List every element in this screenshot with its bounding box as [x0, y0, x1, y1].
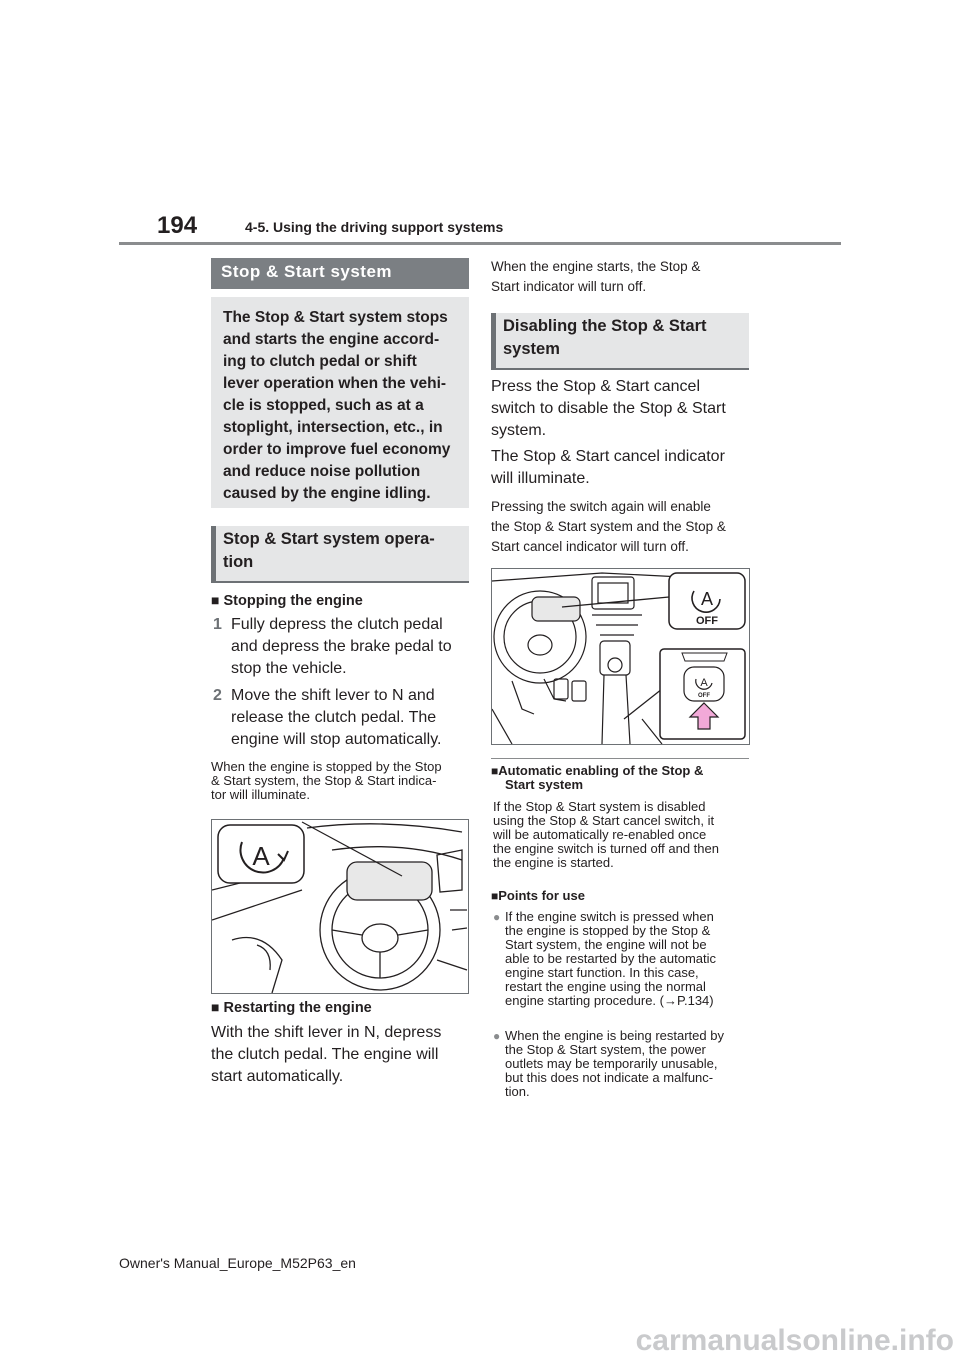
summary-line: and reduce noise pollution — [223, 463, 421, 480]
summary-line: order to improve fuel economy — [223, 441, 451, 458]
square-bullet-icon: ■ — [491, 764, 499, 778]
switch-letter: A — [700, 677, 708, 689]
auto-enable-heading: ■Automatic enabling of the Stop & Start system — [491, 763, 704, 792]
restarting-heading: ■ Restarting the engine — [211, 999, 372, 1016]
cockpit-illustration — [492, 569, 749, 744]
circle-bullet-icon: ● — [493, 1029, 501, 1043]
step-number: 1 — [213, 616, 222, 633]
point-2: ● When the engine is being restarted by the Stop & Start system, the power outlets may be temporarily unusable, but this does not indicate a malfunc- tion. — [493, 1028, 724, 1099]
callout-letter: A — [252, 841, 270, 871]
square-bullet-icon: ■ — [491, 889, 499, 903]
callout-top-letter: A — [700, 589, 714, 609]
restart-paragraph: With the shift lever in N, depress the clutch pedal. The engine will start automatically. — [211, 1024, 442, 1085]
enable-note: Pressing the switch again will enable the Stop & Start system and the Stop & Start cancel indicator will turn off. — [491, 499, 726, 554]
callout-top-off: OFF — [696, 615, 718, 627]
square-bullet-icon: ■ — [211, 999, 220, 1015]
watermark[interactable]: carmanualsonline.info — [635, 1324, 954, 1357]
page-number: 194 — [157, 212, 198, 239]
subsection-title-disabling: Disabling the Stop & Start system — [491, 313, 749, 368]
summary-line: and starts the engine accord- — [223, 331, 440, 348]
disable-paragraph: Press the Stop & Start cancel switch to disable the Stop & Start system. — [491, 378, 726, 439]
stop-note: When the engine is stopped by the Stop & Start system, the Stop & Start indica- tor will illuminate. — [211, 759, 442, 802]
point-1: ● If the engine switch is pressed when the engine is stopped by the Stop & Start system, the engine will not be able to be restarted by the automatic engine start function. In this case, restart the engine using the normal engine starting procedure. (→P.134) — [493, 910, 755, 1008]
summary-line: The Stop & Start system stops — [223, 309, 448, 326]
instrument-cluster — [347, 862, 432, 900]
intro-paragraph: When the engine starts, the Stop & Start indicator will turn off. — [491, 259, 701, 294]
dash-line — [492, 573, 682, 581]
figure-cancel-switch — [491, 568, 750, 745]
subsection-title-operation: Stop & Start system opera- tion — [211, 526, 469, 581]
summary-box — [211, 297, 469, 508]
square-bullet-icon: ■ — [211, 592, 220, 608]
summary-line: ing to clutch pedal or shift — [223, 353, 417, 370]
points-heading: ■Points for use — [491, 888, 585, 903]
circle-bullet-icon: ● — [493, 910, 501, 924]
stopping-heading: ■ Stopping the engine — [211, 592, 363, 609]
section-title: Stop & Start system — [211, 258, 469, 289]
instrument-cluster — [532, 597, 580, 621]
subsection-rule — [491, 368, 749, 370]
summary-line: stoplight, intersection, etc., in — [223, 419, 443, 436]
divider — [491, 758, 749, 759]
auto-enable-paragraph: If the Stop & Start system is disabled using the Stop & Start cancel switch, it will be automatically re-enabled once the engine switch is turned off and then the engine is started. — [493, 799, 719, 870]
dashboard-illustration — [212, 820, 468, 993]
figure-indicator — [211, 819, 469, 994]
footer-text: Owner's Manual_Europe_M52P63_en — [119, 1255, 356, 1271]
step-2: 2 Move the shift lever to N and release the clutch pedal. The engine will stop automatically. — [213, 687, 442, 748]
switch-off: OFF — [698, 693, 710, 699]
step-1: 1 Fully depress the clutch pedal and depress the brake pedal to stop the vehicle. — [213, 616, 452, 677]
subsection-rule — [211, 581, 469, 583]
dash-line — [307, 824, 462, 832]
chapter-title: 4-5. Using the driving support systems — [245, 219, 504, 235]
callout-line-bottom — [624, 689, 662, 719]
step-number: 2 — [213, 687, 222, 704]
page-reference[interactable]: engine starting procedure. (→P.134) — [505, 993, 714, 1008]
summary-line: caused by the engine idling. — [223, 485, 431, 502]
header-rule — [119, 242, 841, 245]
summary-line: lever operation when the vehi- — [223, 375, 447, 392]
summary-line: cle is stopped, such as at a — [223, 397, 424, 414]
indicator-paragraph: The Stop & Start cancel indicator will illuminate. — [491, 448, 725, 487]
